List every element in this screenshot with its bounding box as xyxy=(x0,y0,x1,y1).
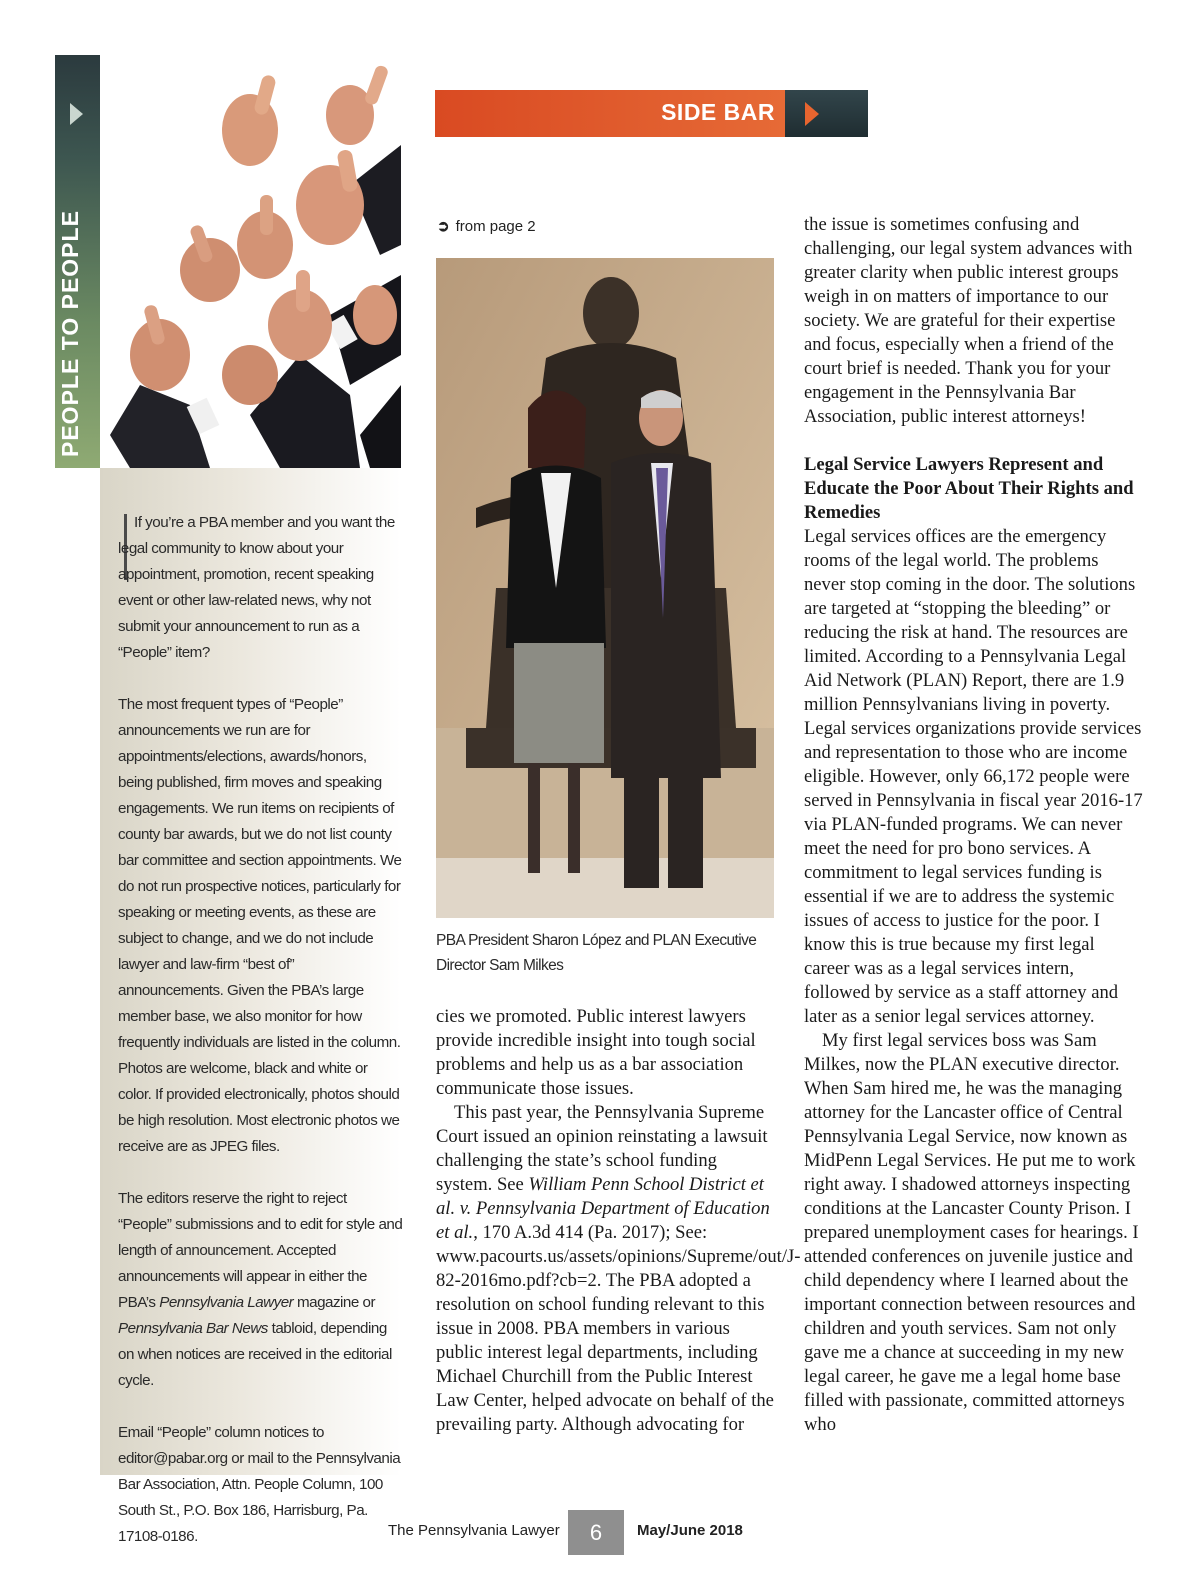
promo-paragraph: The most frequent types of “People” announcements we run are for appointments/elections, awards/honors, being published, firm moves and speaking engagements. We run items on recipients of county bar awards, but we do not list county bar committee and section appointments. We do not run prospective notices, particularly for speaking or meeting events, as these are subject to change, and we do not include lawyer and law-firm “best of” announcements. Given the PBA’s large member base, we also monitor for how frequently individuals are listed in the column. Photos are welcome, black and white or color. If provided electronically, photos should be high resolution. Most electronic photos we receive are as JPEG files. xyxy=(118,696,402,1155)
article-paragraph: the issue is sometimes confusing and challenging, our legal system advances with greater clarity when public interest groups weigh in on matters of importance to our society. We are grateful for their expertise and focus, especially when a friend of the court brief is needed. Thank you for your engagement in the Pennsylvania Bar Association, public interest attorneys! xyxy=(804,214,1133,427)
section-tab-label: PEOPLE TO PEOPLE xyxy=(57,210,83,457)
case-citation: William Penn School District et al. v. Pennsylvania Department of Education et al. xyxy=(436,1174,770,1243)
photo-caption: PBA President Sharon López and PLAN Executive Director Sam Milkes xyxy=(436,932,757,974)
article-subheading: Legal Service Lawyers Represent and Educate the Poor About Their Rights and Remedies xyxy=(804,454,1134,523)
section-tab xyxy=(55,55,100,468)
publication-name: Pennsylvania Lawyer xyxy=(159,1294,294,1311)
promo-text xyxy=(118,510,403,1576)
article-paragraph: My first legal services boss was Sam Milkes, now the PLAN executive director. When Sam hired me, he was the managing attorney for the Lancaster office of Central Pennsylvania Legal Service, now known as MidPenn Legal Services. He put me to work right away. I shadowed attorneys inspecting conditions at the Lancaster County Prison. I prepared unemployment cases for hearings. I attended conferences on juvenile justice and child dependency where I learned about the important connection between resources and children and youth services. Sam not only gave me a chance at succeeding in my new legal career, he gave me a legal home base filled with passionate, committed attorneys who xyxy=(804,1030,1139,1435)
banner-main xyxy=(435,90,785,137)
article-paragraph: Legal services offices are the emergency rooms of the legal world. The problems never stop coming in the door. The solutions are targeted at “stopping the bleeding” or reducing the risk at hand. The resources are limited. According to a Pennsylvania Legal Aid Network (PLAN) Report, there are 1.9 million Pennsylvanians living in poverty. Legal services organizations provide services and representation to those who are income eligible. However, only 66,172 people were served in Pennsylvania in fiscal year 2016-17 via PLAN-funded programs. We can never meet the need for pro bono services. A commitment to legal services funding is essential if we are to address the systemic issues of access to justice for the poor. I know this is true because my first legal career was as a legal services intern, followed by service as a staff attorney and later as a senior legal services attorney. xyxy=(804,526,1143,1027)
article-column-middle xyxy=(436,1005,801,1437)
article-paragraph: This past year, the Pennsylvania Supreme Court issued an opinion reinstating a lawsuit challenging the state’s school funding system. See William Penn School District et al. v. Pennsylvania Department of Education et al., 170 A.3d 414 (Pa. 2017); See: www.pacourts.us/assets/opinions/Supreme/out/J-82-2016mo.pdf?cb=2. The PBA adopted a resolution on school funding relevant to this issue in 2008. PBA members in various public interest legal departments, including Michael Churchill from the Public Interest Law Center, helped advocate on behalf of the prevailing party. Although advocating for xyxy=(436,1102,801,1435)
article-column-right xyxy=(804,213,1144,1437)
publication-name: Pennsylvania Bar News xyxy=(118,1320,268,1337)
promo-paragraph: If you’re a PBA member and you want the legal community to know about your appointment, promotion, recent speaking event or other law-related news, why not submit your announcement to run as a “People” item? xyxy=(118,514,395,661)
banner-label: SIDE BAR xyxy=(661,99,775,125)
triangle-right-icon xyxy=(70,103,83,125)
promo-paragraph: Email “People” column notices to editor@pabar.org or mail to the Pennsylvania Bar Association, Attn. People Column, 100 South St., P.O. Box 186, Harrisburg, Pa. 17108-0186. xyxy=(118,1424,401,1545)
page-number: 6 xyxy=(568,1510,624,1555)
side-bar-banner xyxy=(435,90,868,137)
continued-from: ➲ from page 2 xyxy=(437,218,536,235)
triangle-right-icon xyxy=(805,102,819,126)
people-submission-info-box xyxy=(100,468,403,1545)
arrow-right-icon: ➲ xyxy=(437,218,450,235)
president-photo xyxy=(436,258,774,918)
issue-date: May/June 2018 xyxy=(637,1522,743,1539)
thumbs-up-photo xyxy=(100,55,401,468)
article-paragraph: cies we promoted. Public interest lawyers provide incredible insight into tough social problems and help us as a bar association communicate those issues. xyxy=(436,1006,756,1099)
promo-paragraph: The editors reserve the right to reject “People” submissions and to edit for style and length of announcement. Accepted announcements will appear in either the PBA’s Pennsylvania Lawyer magazine or Pennsylvania Bar News tabloid, depending on when notices are received in the editorial cycle. xyxy=(118,1190,403,1389)
publication-name-footer: The Pennsylvania Lawyer xyxy=(388,1522,560,1539)
banner-tail xyxy=(785,90,868,137)
